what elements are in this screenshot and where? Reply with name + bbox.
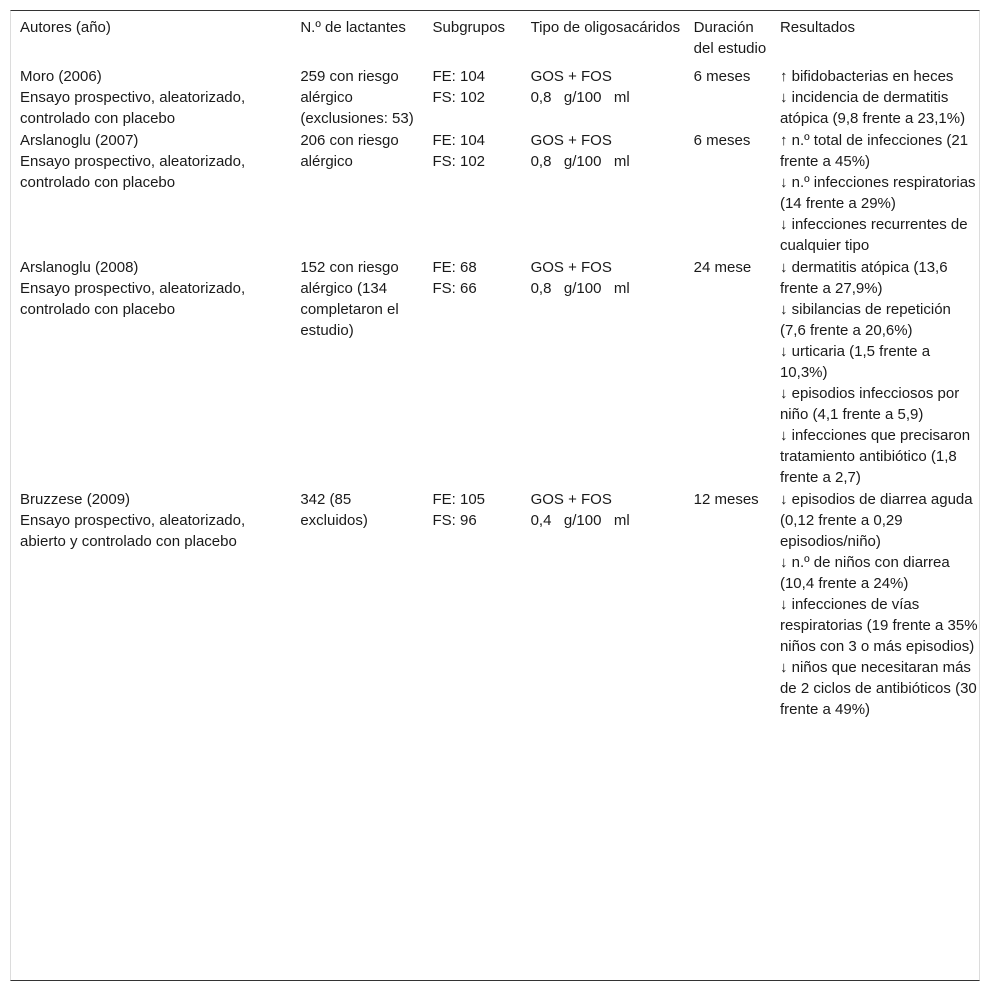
author-name: Moro (2006) [20, 68, 102, 85]
cell-authors [10, 66, 290, 130]
author-name: Arslanoglu (2008) [20, 259, 139, 276]
oligo-name: GOS + FOS [530, 132, 612, 149]
author-name: Bruzzese (2009) [20, 491, 131, 508]
cell-oligo-type [521, 489, 684, 721]
cell-oligo-type [521, 66, 684, 130]
subgroup-fs: FS: 96 [432, 512, 477, 529]
study-design: Ensayo prospectivo, aleatorizado, controlado con placebo [20, 153, 250, 191]
result-item: ↑ bifidobacterias en heces [779, 68, 954, 85]
header-oligo-type: Tipo de oligosacáridos [530, 19, 681, 36]
result-item: ↓ infecciones que precisaron tratamiento antibiótico (1,8 frente a 2,7) [779, 427, 975, 486]
cell-results [770, 130, 980, 257]
cell-duration: 12 meses [693, 491, 759, 508]
result-item: ↓ incidencia de dermatitis atópica (9,8 frente a 23,1%) [779, 89, 966, 127]
cell-infants: 206 con riesgo alérgico [300, 132, 399, 170]
cell-authors [10, 130, 290, 257]
study-design: Ensayo prospectivo, aleatorizado, controlado con placebo [20, 280, 250, 318]
cell-authors [10, 257, 290, 489]
cell-duration: 6 meses [693, 132, 751, 149]
study-design: Ensayo prospectivo, aleatorizado, abierto y controlado con placebo [20, 512, 250, 550]
table-row [10, 489, 980, 721]
header-duration: Duración del estudio [693, 19, 767, 57]
result-item: ↓ n.º infecciones respiratorias (14 frente a 29%) [779, 174, 980, 212]
oligo-name: GOS + FOS [530, 491, 612, 508]
result-item: ↓ sibilancias de repetición (7,6 frente a 20,6%) [779, 301, 956, 339]
subgroup-fs: FS: 102 [432, 89, 486, 106]
cell-subgroups [423, 66, 521, 130]
result-item: ↓ niños que necesitaran más de 2 ciclos de antibióticos (30 frente a 49%) [779, 659, 981, 718]
table-row [10, 257, 980, 489]
subgroup-fe: FE: 105 [432, 491, 486, 508]
result-item: ↓ urticaria (1,5 frente a 10,3%) [779, 343, 935, 381]
header-authors: Autores (año) [20, 19, 111, 36]
cell-duration: 24 mese [693, 259, 752, 276]
oligo-dose: 0,8 g/100 ml [530, 280, 630, 297]
studies-table [10, 12, 980, 721]
author-name: Arslanoglu (2007) [20, 132, 139, 149]
cell-oligo-type [521, 130, 684, 257]
oligo-dose: 0,4 g/100 ml [530, 512, 630, 529]
result-item: ↑ n.º total de infecciones (21 frente a 45%) [779, 132, 973, 170]
cell-infants: 152 con riesgo alérgico (134 completaron el estudio) [300, 259, 399, 339]
table-row [10, 66, 980, 130]
cell-subgroups [423, 130, 521, 257]
header-subgroups: Subgrupos [432, 19, 506, 36]
oligo-name: GOS + FOS [530, 68, 612, 85]
cell-results [770, 66, 980, 130]
subgroup-fs: FS: 66 [432, 280, 477, 297]
cell-authors [10, 489, 290, 721]
result-item: ↓ episodios infecciosos por niño (4,1 frente a 5,9) [779, 385, 964, 423]
result-item: ↓ n.º de niños con diarrea (10,4 frente a 24%) [779, 554, 954, 592]
result-item: ↓ dermatitis atópica (13,6 frente a 27,9%) [779, 259, 952, 297]
result-item: ↓ infecciones de vías respiratorias (19 frente a 35% niños con 3 o más episodios) [779, 596, 982, 655]
cell-results [770, 257, 980, 489]
header-infants: N.º de lactantes [300, 19, 406, 36]
subgroup-fe: FE: 104 [432, 132, 486, 149]
header-row [10, 12, 980, 66]
cell-duration: 6 meses [693, 68, 751, 85]
cell-subgroups [423, 489, 521, 721]
table-row [10, 130, 980, 257]
cell-infants: 342 (85 excluidos) [300, 491, 368, 529]
cell-oligo-type [521, 257, 684, 489]
oligo-name: GOS + FOS [530, 259, 612, 276]
subgroup-fe: FE: 104 [432, 68, 486, 85]
cell-infants: 259 con riesgo alérgico (exclusiones: 53) [300, 68, 414, 127]
subgroup-fs: FS: 102 [432, 153, 486, 170]
cell-results [770, 489, 980, 721]
result-item: ↓ episodios de diarrea aguda (0,12 frente a 0,29 episodios/niño) [779, 491, 977, 550]
header-results: Resultados [779, 19, 856, 36]
subgroup-fe: FE: 68 [432, 259, 477, 276]
study-design: Ensayo prospectivo, aleatorizado, controlado con placebo [20, 89, 250, 127]
result-item: ↓ infecciones recurrentes de cualquier tipo [779, 216, 972, 254]
oligo-dose: 0,8 g/100 ml [530, 89, 630, 106]
oligo-dose: 0,8 g/100 ml [530, 153, 630, 170]
cell-subgroups [423, 257, 521, 489]
